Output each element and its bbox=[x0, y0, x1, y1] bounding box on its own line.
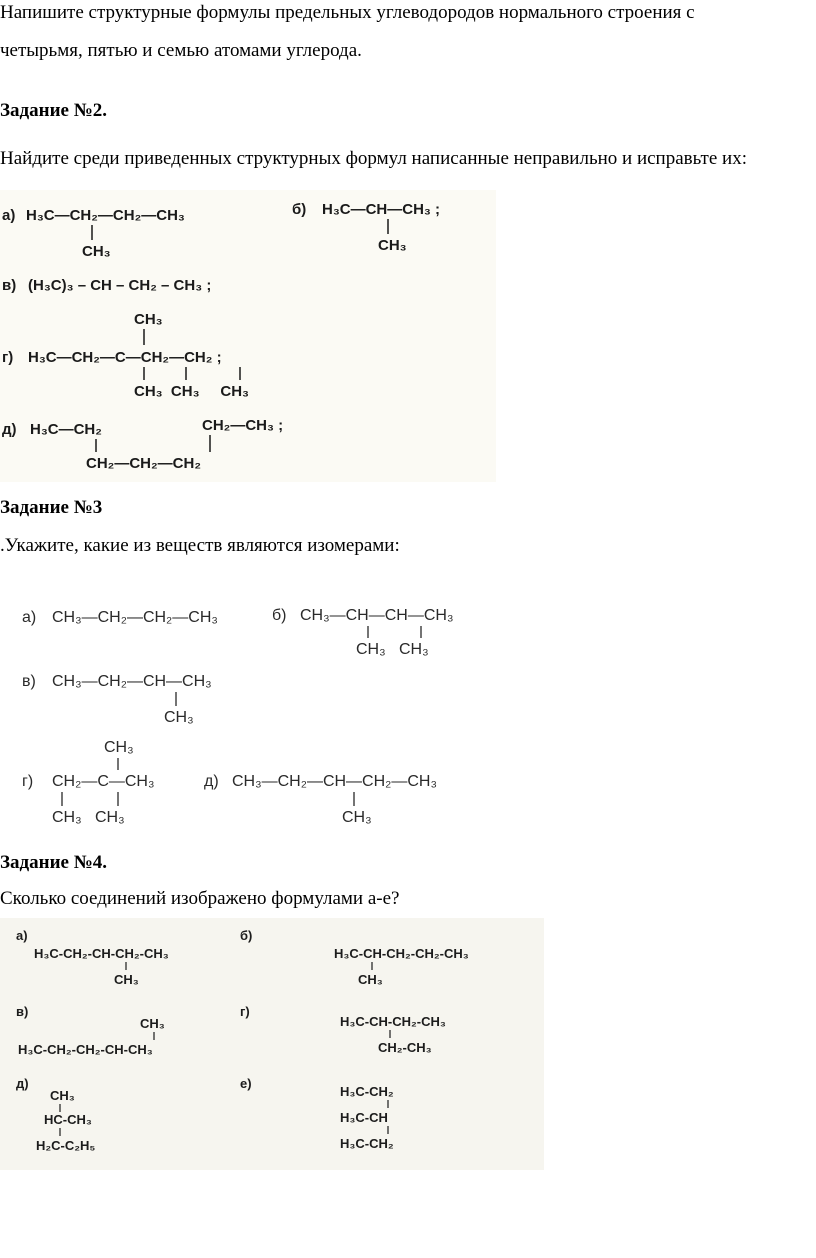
t3-d-main: CH₃—CH₂—CH—CH₂—CH₃ bbox=[232, 773, 437, 790]
t2-a-sub: CH₃ bbox=[82, 243, 111, 260]
t3-g-sub: CH₃ CH₃ bbox=[52, 809, 125, 826]
intro-line-1: Напишите структурные формулы предельных углеводородов нормального строения с bbox=[0, 2, 695, 23]
task2-formulas-image bbox=[0, 190, 496, 482]
t2-a-main: H₃C—CH₂—CH₂—CH₃ bbox=[26, 207, 185, 224]
t3-v-sub: CH₃ bbox=[164, 709, 194, 726]
t4-label-g: г) bbox=[240, 1004, 250, 1019]
t2-v-main: (H₃C)₃ – CH – CH₂ – CH₃ ; bbox=[28, 277, 212, 294]
t2-d-main: H₃C—CH₂ bbox=[30, 421, 102, 438]
t4-label-d: д) bbox=[16, 1076, 29, 1091]
t4-label-b: б) bbox=[240, 928, 253, 943]
task2-text: Найдите среди приведенных структурных формул написанные неправильно и исправьте их: bbox=[0, 148, 747, 169]
t4-label-v: в) bbox=[16, 1004, 29, 1019]
intro-line-2: четырьмя, пятью и семью атомами углерода. bbox=[0, 40, 362, 61]
t3-label-g: г) bbox=[22, 773, 34, 790]
t4-e-l3: H₃C-CH₂ bbox=[340, 1136, 394, 1151]
task4-heading: Задание №4. bbox=[0, 852, 108, 873]
t4-b-sub: CH₃ bbox=[358, 972, 383, 987]
t4-label-e: е) bbox=[240, 1076, 252, 1091]
t4-d-l2: HC-CH₃ bbox=[44, 1112, 92, 1127]
t4-v-top: CH₃ bbox=[140, 1016, 165, 1031]
t3-v-main: CH₃—CH₂—CH—CH₃ bbox=[52, 673, 212, 690]
t3-label-a: а) bbox=[22, 609, 37, 626]
task3-formulas-image bbox=[18, 588, 496, 838]
t3-a-main: CH₃—CH₂—CH₂—CH₃ bbox=[52, 609, 218, 626]
t2-g-top: CH₃ bbox=[134, 311, 163, 328]
t3-g-main: CH₂—C—CH₃ bbox=[52, 773, 155, 790]
task3-text: .Укажите, какие из веществ являются изомерами: bbox=[0, 535, 400, 556]
t4-b-main: H₃C-CH-CH₂-CH₂-CH₃ bbox=[334, 946, 469, 961]
t2-d-main2: CH₂—CH₃ ; bbox=[202, 417, 284, 434]
t4-a-main: H₃C-CH₂-CH-CH₂-CH₃ bbox=[34, 946, 169, 961]
t2-label-a: а) bbox=[2, 207, 16, 224]
t2-b-main: H₃C—CH—CH₃ ; bbox=[322, 201, 441, 218]
task4-text: Сколько соединений изображено формулами а-е? bbox=[0, 888, 400, 909]
t3-g-top: CH₃ bbox=[104, 739, 134, 756]
t2-b-sub: CH₃ bbox=[378, 237, 407, 254]
t4-d-l3: H₂C-C₂H₅ bbox=[36, 1138, 96, 1153]
t3-label-d: д) bbox=[204, 773, 219, 790]
t2-label-g: г) bbox=[2, 349, 14, 366]
t4-v-main: H₃C-CH₂-CH₂-CH-CH₃ bbox=[18, 1042, 153, 1057]
t2-label-d: д) bbox=[2, 421, 17, 438]
t4-g-sub: CH₂-CH₃ bbox=[378, 1040, 432, 1055]
t2-g-sub: CH₃ CH₃ CH₃ bbox=[134, 383, 249, 400]
t3-b-main: CH₃—CH—CH—CH₃ bbox=[300, 607, 454, 624]
task4-formulas-image bbox=[0, 918, 544, 1170]
t2-label-v: в) bbox=[2, 277, 17, 294]
t3-b-sub: CH₃ CH₃ bbox=[356, 641, 429, 658]
t3-label-b: б) bbox=[272, 607, 287, 624]
t3-label-v: в) bbox=[22, 673, 36, 690]
t4-e-l2: H₃C-CH bbox=[340, 1110, 388, 1125]
t4-label-a: а) bbox=[16, 928, 28, 943]
t3-d-sub: CH₃ bbox=[342, 809, 372, 826]
task3-heading: Задание №3 bbox=[0, 497, 103, 518]
t4-a-sub: CH₃ bbox=[114, 972, 139, 987]
t2-label-b: б) bbox=[292, 201, 307, 218]
t2-g-main: H₃C—CH₂—C—CH₂—CH₂ ; bbox=[28, 349, 222, 366]
t4-e-l1: H₃C-CH₂ bbox=[340, 1084, 394, 1099]
t4-g-main: H₃C-CH-CH₂-CH₃ bbox=[340, 1014, 446, 1029]
t2-d-sub: CH₂—CH₂—CH₂ bbox=[86, 455, 201, 472]
t4-d-l1: CH₃ bbox=[50, 1088, 75, 1103]
task2-heading: Задание №2. bbox=[0, 100, 108, 121]
